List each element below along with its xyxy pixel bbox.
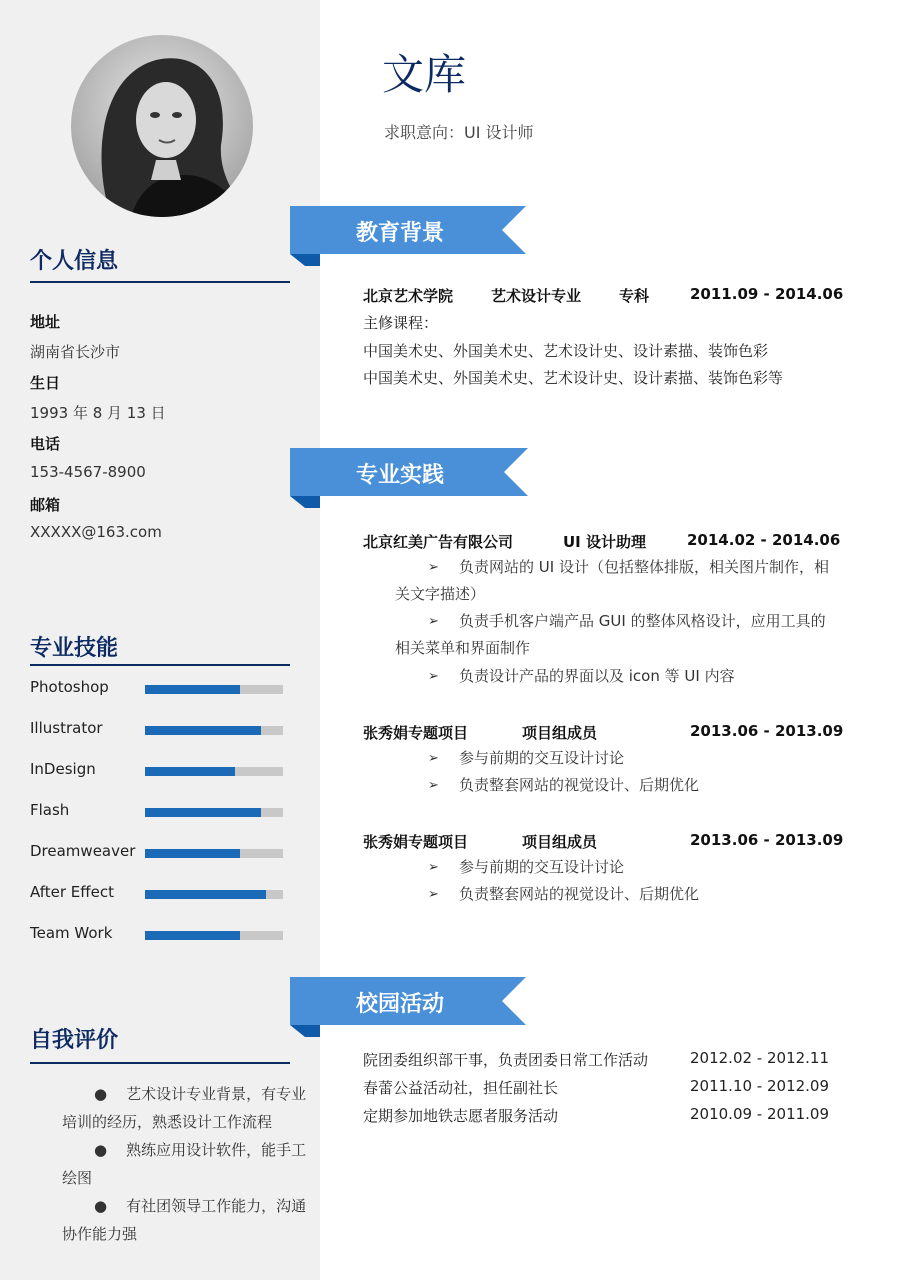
sidebar [0,0,320,1280]
self-evaluation-title: 自我评价 [30,1028,119,1053]
campus-period: 2012.02 - 2012.11 [690,1049,830,1067]
job-company: 张秀娟专题项目 [363,724,469,742]
job-role: 项目组成员 [522,724,598,742]
job-company: 张秀娟专题项目 [363,833,469,851]
skill-bar-fill [145,685,240,694]
address-label: 地址 [30,313,61,331]
phone-label: 电话 [30,435,61,453]
phone-value: 153-4567-8900 [30,463,146,481]
arrow-bullet-icon: ➢ [428,614,439,629]
campus-period: 2011.10 - 2012.09 [690,1077,830,1095]
list-item: 负责手机客户端产品 GUI 的整体风格设计，应用工具的 [459,612,826,630]
skill-bar-fill [145,890,266,899]
courses-line: 中国美术史、外国美术史、艺术设计史、设计素描、装饰色彩等 [363,369,784,387]
list-item: ● 熟练应用设计软件，能手工绘图 [62,1141,307,1187]
campus-activity: 院团委组织部干事，负责团委日常工作活动 [363,1051,649,1069]
job-role: 项目组成员 [522,833,598,851]
candidate-name: 文库 [382,50,467,99]
skill-bar [145,808,283,817]
list-item: ● 艺术设计专业背景，有专业培训的经历，熟悉设计工作流程 [62,1085,307,1131]
skill-bar-fill [145,726,261,735]
arrow-bullet-icon: ➢ [428,887,439,902]
avatar [71,35,253,217]
skill-bar [145,685,283,694]
self-evaluation-divider [30,1062,290,1064]
courses-line: 中国美术史、外国美术史、艺术设计史、设计素描、装饰色彩 [363,342,769,360]
personal-info-title: 个人信息 [30,249,119,274]
skill-bar-fill [145,931,240,940]
skill-name: Dreamweaver [30,842,136,860]
degree: 专科 [619,287,650,305]
skill-name: Flash [30,801,70,819]
job-intent: 求职意向：UI 设计师 [384,123,534,142]
skill-name: After Effect [30,883,114,901]
job-company: 北京红美广告有限公司 [363,533,514,551]
skill-bar [145,726,283,735]
arrow-bullet-icon: ➢ [428,560,439,575]
list-item: 相关菜单和界面制作 [395,639,531,657]
list-item: 负责整套网站的视觉设计、后期优化 [459,885,700,903]
arrow-bullet-icon: ➢ [428,778,439,793]
skill-bar [145,890,283,899]
address-value: 湖南省长沙市 [30,343,121,361]
dot-bullet-icon: ● [94,1197,108,1215]
arrow-bullet-icon: ➢ [428,860,439,875]
practice-title: 专业实践 [356,463,445,488]
arrow-bullet-icon: ➢ [428,669,439,684]
skill-bar-fill [145,849,240,858]
education-period: 2011.09 - 2014.06 [690,285,844,303]
courses-label: 主修课程： [363,314,439,332]
job-period: 2014.02 - 2014.06 [687,531,841,549]
campus-period: 2010.09 - 2011.09 [690,1105,830,1123]
job-period: 2013.06 - 2013.09 [690,722,844,740]
skills-title: 专业技能 [30,636,119,661]
list-item: 负责整套网站的视觉设计、后期优化 [459,776,700,794]
campus-title: 校园活动 [356,992,445,1017]
list-item: 关文字描述） [395,585,486,603]
skill-name: Team Work [30,924,113,942]
school-name: 北京艺术学院 [363,287,454,305]
campus-activity: 定期参加地铁志愿者服务活动 [363,1107,559,1125]
education-title: 教育背景 [356,221,445,246]
skill-name: Photoshop [30,678,109,696]
campus-activity: 春蕾公益活动社，担任副社长 [363,1079,559,1097]
skill-bar [145,931,283,940]
skill-name: Illustrator [30,719,103,737]
dot-bullet-icon: ● [94,1085,108,1103]
list-item: ● 有社团领导工作能力，沟通协作能力强 [62,1197,307,1243]
list-item: 负责设计产品的界面以及 icon 等 UI 内容 [459,667,735,685]
email-label: 邮箱 [30,496,61,514]
skill-name: InDesign [30,760,96,778]
job-role: UI 设计助理 [563,533,646,551]
list-item: 参与前期的交互设计讨论 [459,858,625,876]
skill-bar [145,767,283,776]
skill-bar-fill [145,767,235,776]
dot-bullet-icon: ● [94,1141,108,1159]
skill-bar-fill [145,808,261,817]
self-evaluation-list [62,1080,312,1248]
personal-info-divider [30,281,290,283]
birth-label: 生日 [30,374,61,392]
skill-bar [145,849,283,858]
birth-value: 1993 年 8 月 13 日 [30,404,166,422]
major: 艺术设计专业 [491,287,582,305]
list-item: 负责网站的 UI 设计（包括整体排版，相关图片制作，相 [459,558,829,576]
job-period: 2013.06 - 2013.09 [690,831,844,849]
skills-divider [30,664,290,666]
email-value: XXXXX@163.com [30,523,162,541]
list-item: 参与前期的交互设计讨论 [459,749,625,767]
arrow-bullet-icon: ➢ [428,751,439,766]
